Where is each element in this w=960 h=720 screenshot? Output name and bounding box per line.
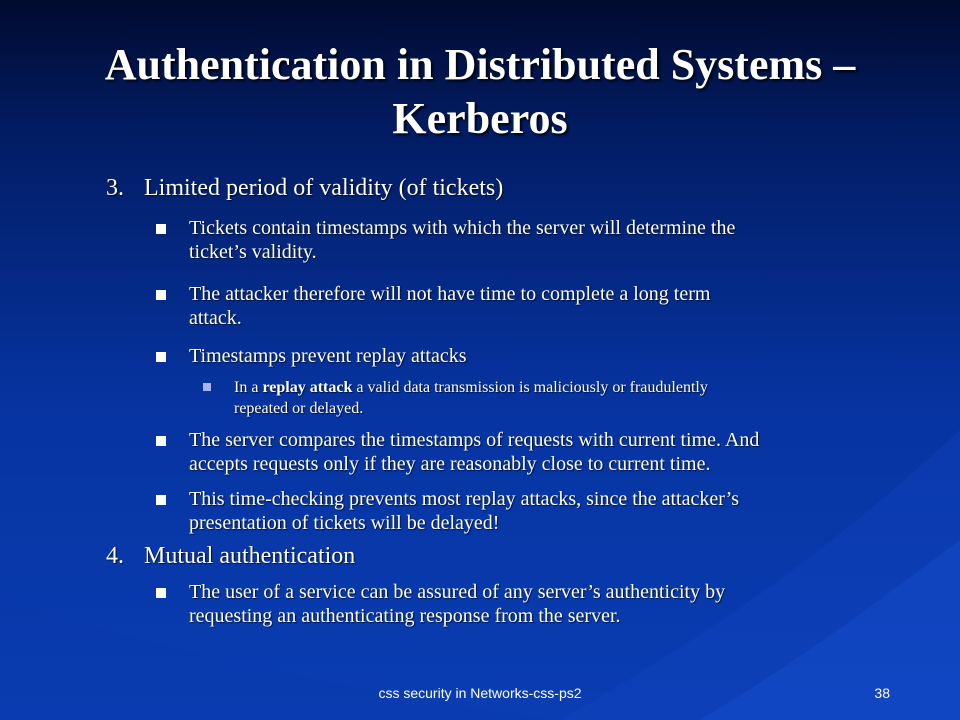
bullet-text-line: ticket’s validity. xyxy=(189,241,317,263)
sub-bullet-line-2: repeated or delayed. xyxy=(234,400,364,417)
square-bullet-icon xyxy=(156,224,166,234)
item-number: 4. xyxy=(106,543,124,569)
bullet-item xyxy=(156,344,916,368)
sub-bullet-prefix: In a xyxy=(234,379,263,396)
bullet-text-line: presentation of tickets will be delayed! xyxy=(189,512,500,534)
bullet-text-line: The server compares the timestamps of requests with current time. And xyxy=(189,429,760,451)
square-bullet-icon xyxy=(203,383,211,391)
bullet-item xyxy=(156,487,916,535)
square-bullet-icon xyxy=(156,290,166,300)
bullet-text-line: The attacker therefore will not have time to complete a long term xyxy=(189,283,711,305)
bullet-text-line: accepts requests only if they are reasonably close to current time. xyxy=(189,453,711,475)
bullet-item xyxy=(156,282,916,330)
bullet-text-line: requesting an authenticating response from the server. xyxy=(189,605,621,627)
sub-bullet-rest: a valid data transmission is maliciously or fraudulently xyxy=(352,379,708,396)
bullet-item xyxy=(156,428,916,476)
page-number: 38 xyxy=(874,685,890,701)
slide-title-line-2: Kerberos xyxy=(392,94,568,143)
bullet-text-line: The user of a service can be assured of any server’s authenticity by xyxy=(189,581,726,603)
item-number: 3. xyxy=(106,175,124,201)
bullet-text-line: Timestamps prevent replay attacks xyxy=(189,345,467,367)
bullet-text-line: This time-checking prevents most replay attacks, since the attacker’s xyxy=(189,488,739,510)
bullet-text-line: attack. xyxy=(189,307,242,329)
numbered-item-4 xyxy=(106,542,906,570)
item-text: Mutual authentication xyxy=(144,543,356,569)
item-text: Limited period of validity (of tickets) xyxy=(144,175,504,201)
bullet-item xyxy=(156,580,916,628)
numbered-item-3 xyxy=(106,174,906,202)
bullet-text-line: Tickets contain timestamps with which the server will determine the xyxy=(189,217,736,239)
sub-bullet-item xyxy=(203,377,883,419)
slide-footer: css security in Networks-css-ps2 xyxy=(378,685,582,701)
sub-bullet-bold-term: replay attack xyxy=(262,379,353,396)
square-bullet-icon xyxy=(156,495,166,505)
square-bullet-icon xyxy=(156,588,166,598)
square-bullet-icon xyxy=(156,436,166,446)
bullet-item xyxy=(156,216,916,264)
square-bullet-icon xyxy=(156,352,166,362)
slide-title-line-1: Authentication in Distributed Systems – xyxy=(104,40,856,89)
